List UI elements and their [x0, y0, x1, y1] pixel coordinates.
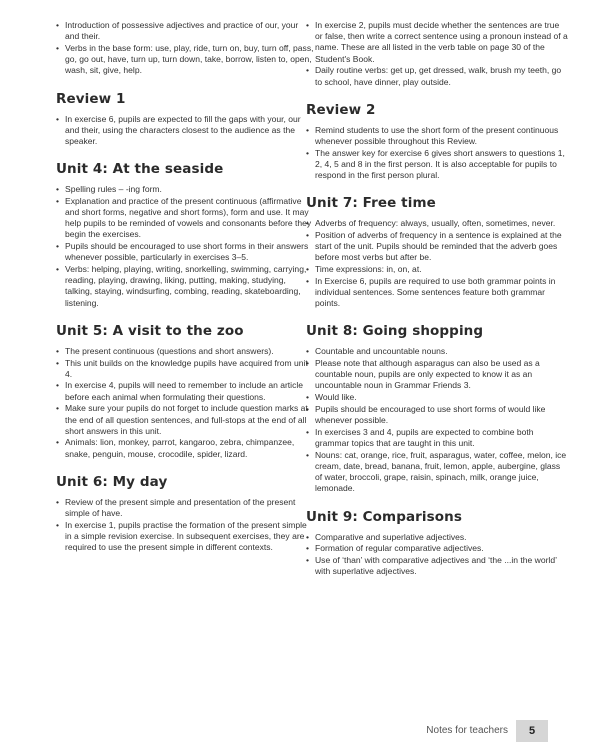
list-item: • Countable and uncountable nouns. — [306, 346, 568, 357]
review-1-list — [56, 114, 314, 148]
list-item: • In exercises 3 and 4, pupils are expected to combine both grammar topics that are taught in this unit. — [306, 427, 568, 449]
unit-9-section — [306, 509, 568, 578]
list-item: • Animals: lion, monkey, parrot, kangaroo, zebra, chimpanzee, snake, penguin, mouse, crocodile, spider, lizard. — [56, 437, 314, 459]
list-item: • In Exercise 6, pupils are required to use both grammar points in individual sentences. Some sentences feature both grammar points. — [306, 276, 568, 310]
list-item: • Formation of regular comparative adjectives. — [306, 543, 568, 554]
review-2-section — [306, 102, 568, 182]
list-item: • Position of adverbs of frequency in a sentence is explained at the start of the unit. Pupils should be reminded that the adverb goes before most verbs but after be. — [306, 230, 568, 264]
left-column — [56, 20, 314, 563]
list-item: • In exercise 1, pupils practise the formation of the present simple in a simple revision exercise. In subsequent exercises, they are required to use the present simple in different contexts. — [56, 520, 314, 554]
unit-7-section — [306, 195, 568, 309]
unit-4-section — [56, 161, 314, 309]
unit-5-section — [56, 323, 314, 460]
unit-8-list — [306, 346, 568, 494]
unit-5-list — [56, 346, 314, 460]
section-heading: Unit 9: Comparisons — [306, 508, 463, 525]
list-item: • Would like. — [306, 392, 568, 403]
list-item: • Spelling rules – -ing form. — [56, 184, 314, 195]
unit-4-list — [56, 184, 314, 309]
section-heading: Unit 4: At the seaside — [56, 161, 224, 178]
review-1-section — [56, 91, 314, 148]
list-item: • Comparative and superlative adjectives. — [306, 532, 568, 543]
list-item: • Verbs in the base form: use, play, ride, turn on, buy, turn off, pass, go, go out, have, turn up, turn down, take, borrow, listen to, open, wash, sit, give, help. — [56, 43, 314, 77]
right-intro-list — [306, 20, 568, 88]
unit-6-section — [56, 474, 314, 554]
list-item: • Pupils should be encouraged to use short forms in their answers whenever possible, particularly in exercises 3–5. — [56, 241, 314, 263]
unit-9-list — [306, 532, 568, 578]
section-heading: Unit 8: Going shopping — [306, 323, 484, 340]
right-column — [306, 20, 568, 587]
list-item: • Explanation and practice of the present continuous (affirmative and short forms, negative and short forms), form and use. It may help pupils to be reminded of vowels and consonants before they begin the exercises. — [56, 196, 314, 241]
list-item: • Use of ‘than’ with comparative adjectives and ‘the ...in the world’ with superlative adjectives. — [306, 555, 568, 577]
list-item: • Pupils should be encouraged to use short forms of would like whenever possible. — [306, 404, 568, 426]
list-item: • Make sure your pupils do not forget to include question marks at the end of all question sentences, and full-stops at the end of all short answers in this unit. — [56, 403, 314, 437]
list-item: • Verbs: helping, playing, writing, snorkelling, swimming, carrying, reading, playing, drawing, liking, putting, making, studying, talking, staying, windsurfing, combing, reading, skateboarding, listening. — [56, 264, 314, 309]
section-heading: Review 1 — [56, 90, 126, 107]
page-number: 5 — [516, 720, 548, 742]
list-item: • This unit builds on the knowledge pupils have acquired from unit 4. — [56, 358, 314, 380]
section-heading: Review 2 — [306, 101, 376, 118]
review-2-list — [306, 125, 568, 182]
left-intro-list — [56, 20, 314, 77]
list-item: • The answer key for exercise 6 gives short answers to questions 1, 2, 4, 5 and 8 in the first person. It is also acceptable for pupils to respond in the first person plural. — [306, 148, 568, 182]
right-intro-section — [306, 20, 568, 88]
list-item: • The present continuous (questions and short answers). — [56, 346, 314, 357]
list-item: • Adverbs of frequency: always, usually, often, sometimes, never. — [306, 218, 568, 229]
left-intro-section — [56, 20, 314, 77]
unit-6-list — [56, 497, 314, 554]
unit-7-list — [306, 218, 568, 309]
list-item: • Please note that although asparagus can also be used as a countable noun, pupils are only expected to know it as an uncountable noun in Grammar Friends 3. — [306, 358, 568, 392]
list-item: • Time expressions: in, on, at. — [306, 264, 568, 275]
section-heading: Unit 5: A visit to the zoo — [56, 322, 244, 339]
list-item: • Daily routine verbs: get up, get dressed, walk, brush my teeth, go to school, have dinner, play outside. — [306, 65, 568, 87]
list-item: • In exercise 6, pupils are expected to fill the gaps with your, our and their, using the characters closest to the audience as the speaker. — [56, 114, 314, 148]
list-item: • Review of the present simple and presentation of the present simple of have. — [56, 497, 314, 519]
unit-8-section — [306, 323, 568, 494]
list-item: • In exercise 2, pupils must decide whether the sentences are true or false, then write a correct sentence using a pronoun instead of a name. These are all listed in the verb table on page 30 of the Student's Book. — [306, 20, 568, 65]
list-item: • Introduction of possessive adjectives and practice of our, your and their. — [56, 20, 314, 42]
list-item: • Remind students to use the short form of the present continuous whenever possible throughout this Review. — [306, 125, 568, 147]
section-heading: Unit 6: My day — [56, 473, 168, 490]
list-item: • In exercise 4, pupils will need to remember to include an article before each animal when formulating their questions. — [56, 380, 314, 402]
section-heading: Unit 7: Free time — [306, 195, 436, 212]
footer-label: Notes for teachers — [426, 725, 508, 736]
list-item: • Nouns: cat, orange, rice, fruit, asparagus, water, coffee, melon, ice cream, date, bread, banana, fruit, lemon, apple, aubergine, glass of water, broccoli, grape, raisin, spinach, milk, orange juice, lemonade. — [306, 450, 568, 495]
